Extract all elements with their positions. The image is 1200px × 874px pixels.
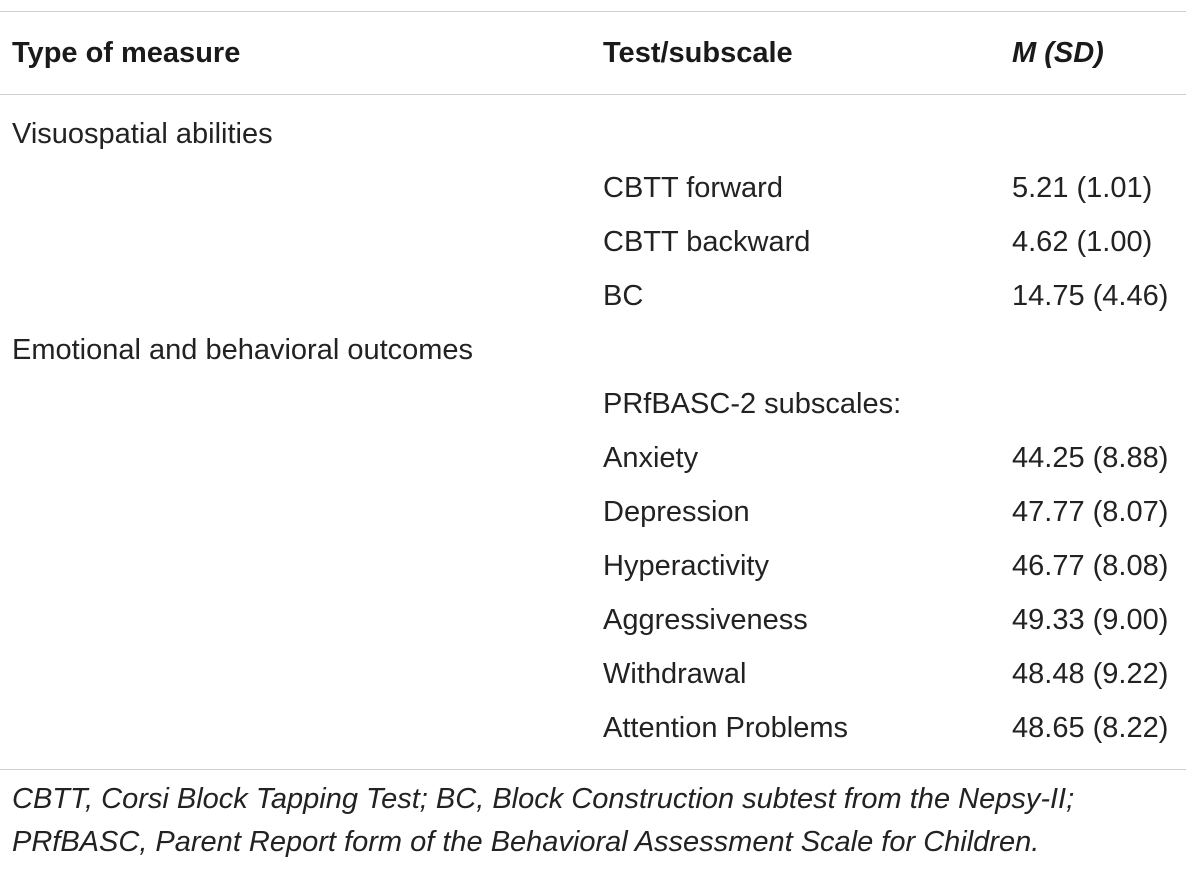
table-row xyxy=(0,107,1200,161)
cell-test-subscale: Withdrawal xyxy=(603,658,747,690)
table-header-rule xyxy=(0,94,1186,95)
cell-mean-sd: 47.77 (8.07) xyxy=(1012,496,1169,528)
table-footnote xyxy=(12,778,1188,864)
cell-test-subscale: CBTT backward xyxy=(603,226,811,258)
table-row xyxy=(0,593,1200,647)
table-top-rule xyxy=(0,11,1186,12)
table-row xyxy=(0,431,1200,485)
cell-mean-sd: 49.33 (9.00) xyxy=(1012,604,1169,636)
table-row xyxy=(0,323,1200,377)
footnote-line-2: PRfBASC, Parent Report form of the Behavioral Assessment Scale for Children. xyxy=(12,826,1040,858)
footnote-line-1: CBTT, Corsi Block Tapping Test; BC, Block Construction subtest from the Nepsy-II; xyxy=(12,783,1075,815)
cell-mean-sd: 44.25 (8.88) xyxy=(1012,442,1169,474)
header-mean-sd: M (SD) xyxy=(1012,37,1104,69)
cell-type-of-measure: Visuospatial abilities xyxy=(12,118,273,150)
cell-test-subscale: CBTT forward xyxy=(603,172,783,204)
header-test-subscale: Test/subscale xyxy=(603,37,793,69)
cell-type-of-measure: Emotional and behavioral outcomes xyxy=(12,334,474,366)
cell-mean-sd: 48.48 (9.22) xyxy=(1012,658,1169,690)
cell-mean-sd: 46.77 (8.08) xyxy=(1012,550,1169,582)
cell-test-subscale: Aggressiveness xyxy=(603,604,808,636)
table-bottom-rule xyxy=(0,769,1186,770)
table-row xyxy=(0,539,1200,593)
cell-test-subscale: Attention Problems xyxy=(603,712,849,744)
header-type-of-measure: Type of measure xyxy=(12,37,241,69)
cell-mean-sd: 48.65 (8.22) xyxy=(1012,712,1169,744)
cell-test-subscale: Hyperactivity xyxy=(603,550,769,582)
table-row xyxy=(0,215,1200,269)
cell-test-subscale: BC xyxy=(603,280,644,312)
cell-test-subscale: PRfBASC-2 subscales: xyxy=(603,388,902,420)
table-row xyxy=(0,701,1200,755)
cell-mean-sd: 5.21 (1.01) xyxy=(1012,172,1153,204)
table-row xyxy=(0,161,1200,215)
table-header-row xyxy=(0,26,1200,80)
cell-mean-sd: 4.62 (1.00) xyxy=(1012,226,1153,258)
cell-test-subscale: Depression xyxy=(603,496,750,528)
table-row xyxy=(0,485,1200,539)
cell-test-subscale: Anxiety xyxy=(603,442,699,474)
table-row xyxy=(0,269,1200,323)
table-row xyxy=(0,377,1200,431)
cell-mean-sd: 14.75 (4.46) xyxy=(1012,280,1169,312)
table-row xyxy=(0,647,1200,701)
